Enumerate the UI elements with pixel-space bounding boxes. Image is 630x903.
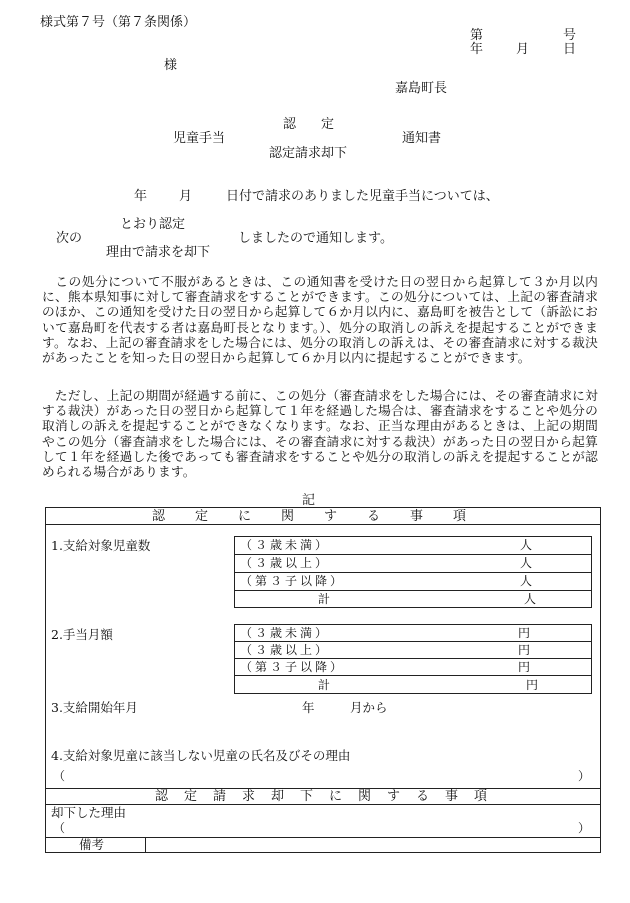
amount-total-label: 計	[318, 678, 331, 692]
intro-text: 日付で請求のありました児童手当については、	[226, 189, 499, 204]
title-approval: 認 定	[283, 117, 341, 132]
amount-over3-label: （３歳以上）	[240, 643, 331, 657]
children-divider-3	[234, 590, 592, 591]
title-notice: 通知書	[402, 131, 442, 146]
choice-prefix: 次の	[56, 231, 83, 246]
appeal-paragraph-1: この処分について不服があるときは、この通知書を受けた日の翌日から起算して３か月以内に、熊本県知事に対して審査請求をすることができます。この処分については、上記の審査請求のほか、この通知を受けた日の翌日から起算して６か月以内に、嘉島町を被告として（訴訟において嘉島町を代表する者は嘉島町長となります。）、処分の取消しの訴えを提起することができます。なお、上記の審査請求をした場合には、処分の取消しの訴えは、その審査請求に対する裁決があったことを知った日の翌日から起算して６か月以内に提起することができます。	[42, 274, 598, 366]
date-day: 日	[563, 42, 577, 57]
amount-under3-unit: 円	[518, 626, 531, 640]
title-rejection: 認定請求却下	[269, 146, 348, 161]
choice-approve: とおり認定	[120, 217, 186, 232]
issuer: 嘉島町長	[395, 81, 448, 96]
ki-heading: 記	[302, 493, 316, 508]
form-label: 様式第７号（第７条関係）	[40, 15, 197, 30]
title-child-allowance: 児童手当	[173, 131, 226, 146]
date-month: 月	[516, 42, 530, 57]
children-under3-unit: 人	[520, 538, 533, 552]
excluded-children-label: 4.支給対象児童に該当しない児童の氏名及びその理由	[51, 748, 351, 763]
remarks-label: 備考	[79, 837, 105, 852]
rejection-paren-open: （	[53, 821, 66, 835]
amount-divider-3	[234, 675, 592, 676]
notice-number-suffix: 号	[563, 28, 577, 43]
remarks-top-line	[45, 837, 601, 838]
children-total-label: 計	[318, 592, 331, 606]
amount-third-unit: 円	[518, 660, 531, 674]
rejection-section-header: 認定請求却下に関する事項	[155, 789, 504, 804]
children-over3-unit: 人	[520, 556, 533, 570]
children-over3-label: （３歳以上）	[240, 556, 331, 570]
children-third-label: （第３子以降）	[240, 574, 346, 588]
children-third-unit: 人	[520, 574, 533, 588]
rejection-reason-label: 却下した理由	[51, 805, 127, 820]
intro-year: 年	[134, 189, 148, 204]
excluded-paren-open: （	[53, 769, 66, 783]
amount-third-label: （第３子以降）	[240, 660, 346, 674]
start-month-label: 3.支給開始年月	[51, 700, 138, 715]
appeal-paragraph-2: ただし、上記の期間が経過する前に、この処分（審査請求をした場合には、その審査請求に対する裁決）があった日の翌日から起算して１年を経過した場合は、審査請求をすることや処分の取消しの訴えを提起することができなくなります。なお、正当な理由があるときは、上記の期間やこの処分（審査請求をした場合には、その審査請求に対する裁決）があった日の翌日から起算して１年を経過した後であっても審査請求をすることや処分の取消しの訴えを提起することが認められる場合があります。	[42, 388, 598, 480]
children-under3-label: （３歳未満）	[240, 538, 331, 552]
excluded-paren-close: ）	[578, 769, 591, 783]
addressee-suffix: 様	[164, 58, 178, 73]
amount-under3-label: （３歳未満）	[240, 626, 331, 640]
children-count-label: 1.支給対象児童数	[51, 538, 151, 553]
start-month-from: 月から	[350, 700, 388, 715]
notice-number-prefix: 第	[470, 28, 484, 43]
monthly-amount-label: 2.手当月額	[51, 627, 113, 642]
intro-month: 月	[179, 189, 193, 204]
start-year-text: 年	[302, 700, 315, 715]
rejection-paren-close: ）	[578, 821, 591, 835]
approval-section-header: 認定に関する事項	[152, 509, 497, 524]
table-divider	[45, 524, 601, 525]
rejection-header-line	[45, 804, 601, 805]
choice-suffix: しましたので通知します。	[238, 231, 393, 246]
date-year: 年	[470, 42, 484, 57]
amount-total-unit: 円	[526, 678, 539, 692]
amount-over3-unit: 円	[518, 643, 531, 657]
choice-reject: 理由で請求を却下	[106, 245, 211, 260]
remarks-divider	[145, 837, 146, 853]
children-total-unit: 人	[524, 592, 537, 606]
